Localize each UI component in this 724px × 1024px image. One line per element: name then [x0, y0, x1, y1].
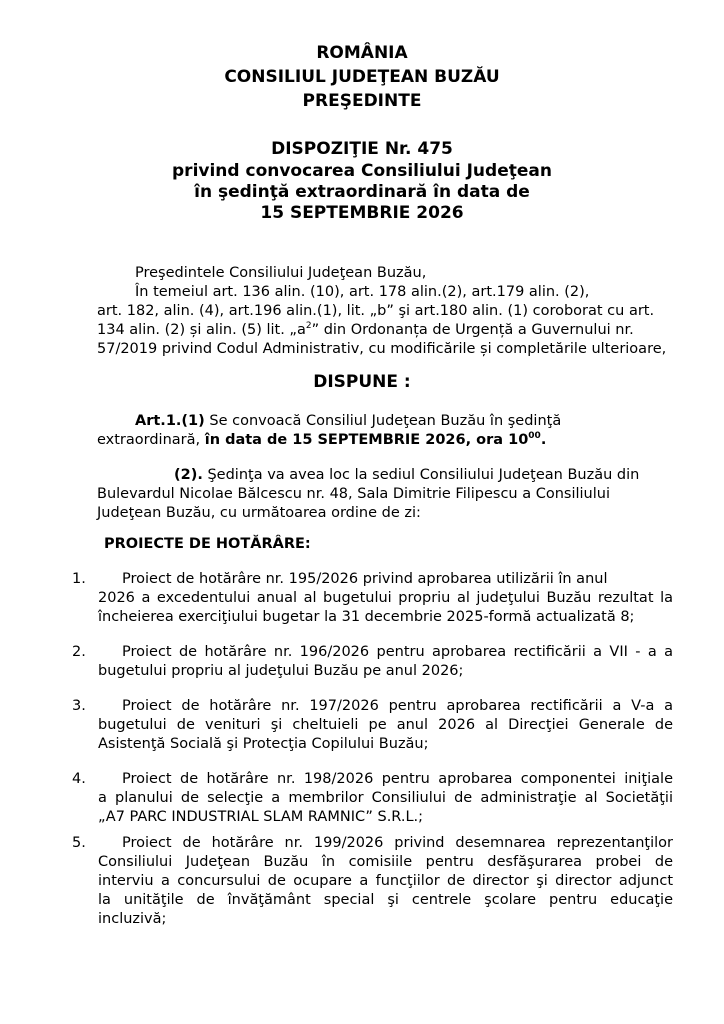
header-council: CONSILIUL JUDEŢEAN BUZĂU	[224, 67, 500, 87]
preamble-line-4: 134 alin. (2) și alin. (5) lit. $„a^2$” din Ordonanța de Urgență a Guvernului nr.	[97, 321, 634, 338]
list-item-number: 2.	[72, 644, 86, 660]
title-subject-line1: privind convocarea Consiliului Judeţean	[172, 161, 552, 181]
header-role: PREŞEDINTE	[302, 91, 422, 111]
list-item-number: 5.	[72, 835, 86, 851]
list-item: 2. Proiect de hotărâre nr. 196/2026 pentru aprobarea rectificării a VII - a a bugetului propriu al judeţului Buzău pe anul 2026;	[72, 644, 673, 679]
art1-label: Art.1.(1)	[135, 413, 205, 429]
list-item: 3. Proiect de hotărâre nr. 197/2026 pentru aprobarea rectificării a V-a a bugetului de venituri şi cheltuieli pe anul 2026 al Direcţiei Generale de Asistenţă Socială şi Protecţia Copilului Buzău;	[72, 698, 673, 752]
list-item: 1. Proiect de hotărâre nr. 195/2026 privind aprobarea utilizării în anul 2026 a excedentului anual al bugetului propriu al judeţului Buzău rezultat la încheierea exerciţiului bugetar la 31 decembrie 2025-formă actualizată 8;	[72, 571, 673, 625]
list-item: 5. Proiect de hotărâre nr. 199/2026 privind desemnarea reprezentanţilor Consiliului Judeţean Buzău în comisiile pentru desfăşurarea probei de interviu a concursului de ocupare a funcţiilor de director şi director adjunct la unităţile de învăţământ special şi centrele şcolare pentru educaţie incluzivă;	[72, 835, 673, 927]
title-subject-line2: în şedinţă extraordinară în data de	[194, 182, 530, 202]
preamble-line-5: 57/2019 privind Codul Administrativ, cu modificările și completările ulterioare,	[97, 341, 667, 357]
list-item-number: 1.	[72, 571, 86, 587]
section-title: PROIECTE DE HOTĂRÂRE:	[104, 536, 311, 552]
dispune-heading: DISPUNE :	[313, 372, 411, 392]
art1-line-2: extraordinară, în data de 15 SEPTEMBRIE 2026, ora $10^{00}$.	[97, 431, 547, 448]
art2-line-3: Judeţean Buzău, cu următoarea ordine de zi:	[97, 505, 421, 521]
art2-label: (2).	[174, 467, 203, 483]
art2-line-2: Bulevardul Nicolae Bălcescu nr. 48, Sala Dimitrie Filipescu a Consiliului	[97, 486, 610, 502]
list-item-number: 3.	[72, 698, 86, 714]
list-item-number: 4.	[72, 771, 86, 787]
document-title: DISPOZIŢIE Nr. 475	[271, 139, 453, 159]
art1-line-1: Art.1.(1) Se convoacă Consiliul Judeţean Buzău în şedinţă	[135, 413, 562, 429]
preamble-line-2: În temeiul art. 136 alin. (10), art. 178 alin.(2), art.179 alin. (2),	[135, 284, 590, 300]
preamble-line-3: art. 182, alin. (4), art.196 alin.(1), lit. „b” şi art.180 alin. (1) coroborat cu art.	[97, 303, 655, 319]
header-country: ROMÂNIA	[316, 43, 408, 63]
preamble-line-1: Preşedintele Consiliului Judeţean Buzău,	[135, 265, 427, 281]
title-date: 15 SEPTEMBRIE 2026	[260, 203, 464, 223]
list-item: 4. Proiect de hotărâre nr. 198/2026 pentru aprobarea componentei iniţiale a planului de selecţie a membrilor Consiliului de administraţie al Societăţii „A7 PARC INDUSTRIAL SLAM RAMNIC” S.R.L.;	[72, 771, 673, 825]
art2-line-1: (2). Şedinţa va avea loc la sediul Consiliului Judeţean Buzău din	[174, 467, 640, 483]
